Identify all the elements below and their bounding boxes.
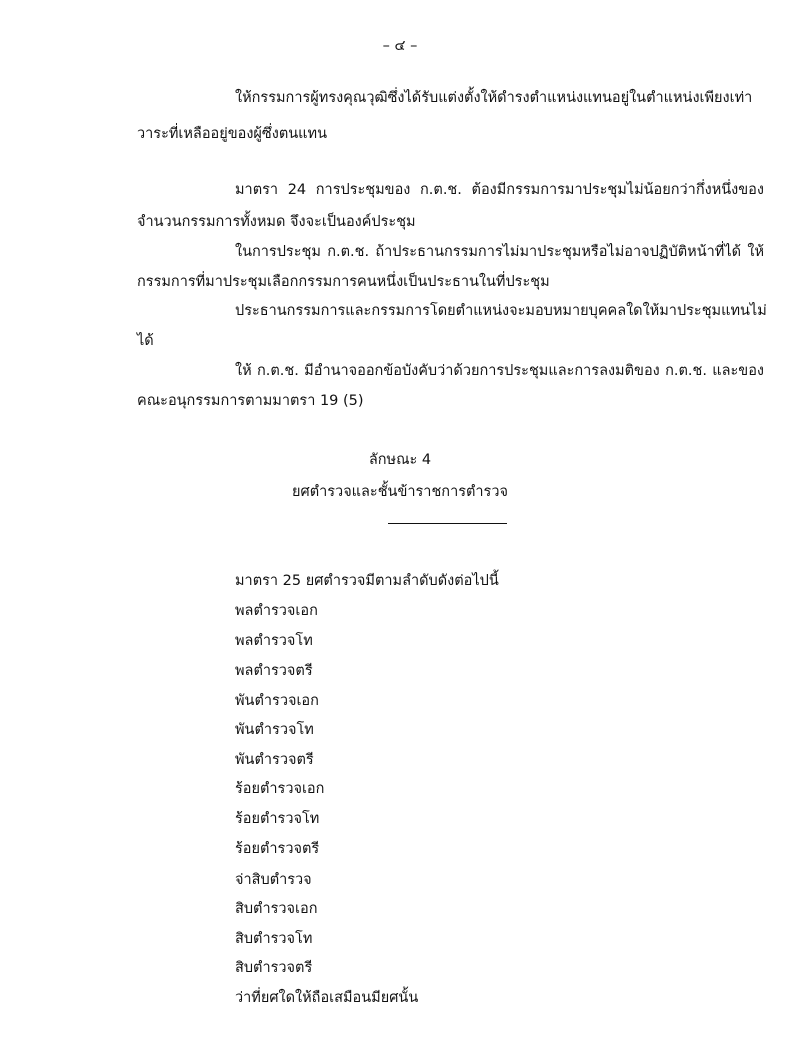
paragraph-line: วาระที่เหลืออยู่ของผู้ซึ่งตนแทน <box>137 126 327 142</box>
rank-item: พลตำรวจเอก <box>235 603 318 619</box>
rank-item: พันตำรวจเอก <box>235 693 319 709</box>
rank-item: พันตำรวจโท <box>235 722 314 738</box>
paragraph-line: จำนวนกรรมการทั้งหมด จึงจะเป็นองค์ประชุม <box>137 214 416 230</box>
word: 24 <box>287 182 307 198</box>
section-24-p4-line1 <box>235 361 764 381</box>
word: และของ <box>712 363 764 379</box>
part-title: ยศตำรวจและชั้นข้าราชการตำรวจ <box>292 484 508 500</box>
section-25-intro: มาตรา 25 ยศตำรวจมีตามลำดับดังต่อไปนี้ <box>235 573 499 589</box>
paragraph-line: ประธานกรรมการและกรรมการโดยตำแหน่งจะมอบหมายบุคคลใดให้มาประชุมแทนไม่ <box>235 303 767 319</box>
rank-item: พลตำรวจโท <box>235 633 313 649</box>
word: ให้ <box>235 363 252 379</box>
word: ก.ต.ช. <box>327 244 370 260</box>
word: ในการประชุม <box>235 244 321 260</box>
word: มีอำนาจออกข้อบังคับว่าด้วยการประชุมและการลงมติของ <box>304 363 660 379</box>
word: ก.ต.ช. <box>420 182 462 198</box>
section-24-p2-line1 <box>235 242 764 262</box>
part-heading: ลักษณะ 4 <box>368 452 432 468</box>
word: ก.ต.ช. <box>665 363 707 379</box>
paragraph-line: ได้ <box>137 333 154 349</box>
section-24-line1 <box>235 180 764 200</box>
word: ให้ <box>747 244 764 260</box>
heading-rule <box>388 523 507 524</box>
rank-item: สิบตำรวจเอก <box>235 901 318 917</box>
word: ถ้าประธานกรรมการไม่มาประชุมหรือไม่อาจปฏิบัติหน้าที่ได้ <box>375 244 742 260</box>
rank-item: พลตำรวจตรี <box>235 663 313 679</box>
rank-item: สิบตำรวจตรี <box>235 960 313 976</box>
closing-line: ว่าที่ยศใดให้ถือเสมือนมียศนั้น <box>235 990 419 1006</box>
rank-item: ร้อยตำรวจโท <box>235 811 320 827</box>
rank-item: ร้อยตำรวจตรี <box>235 841 320 857</box>
paragraph-line: คณะอนุกรรมการตามมาตรา 19 (5) <box>137 393 364 409</box>
word: ต้องมีกรรมการมาประชุมไม่น้อยกว่ากึ่งหนึ่งของ <box>471 182 764 198</box>
rank-item: สิบตำรวจโท <box>235 931 313 947</box>
word: ก.ต.ช. <box>256 363 299 379</box>
paragraph-line: ให้กรรมการผู้ทรงคุณวุฒิซึ่งได้รับแต่งตั้งให้ดำรงตำแหน่งแทนอยู่ในตำแหน่งเพียงเท่า <box>235 90 753 106</box>
paragraph-line: กรรมการที่มาประชุมเลือกกรรมการคนหนึ่งเป็นประธานในที่ประชุม <box>137 274 550 290</box>
rank-item: ร้อยตำรวจเอก <box>235 781 325 797</box>
rank-item: จ่าสิบตำรวจ <box>235 872 312 888</box>
word: การประชุมของ <box>315 182 411 198</box>
page-number: – ๔ – <box>382 38 418 54</box>
word: มาตรา <box>235 182 279 198</box>
rank-item: พันตำรวจตรี <box>235 752 314 768</box>
